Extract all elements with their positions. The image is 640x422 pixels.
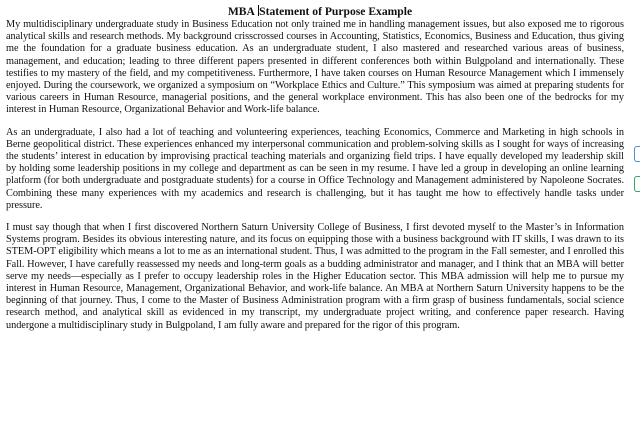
side-panel-edit-icon[interactable] bbox=[634, 176, 640, 192]
document-title bbox=[6, 5, 624, 18]
paragraph-2[interactable]: As an undergraduate, I also had a lot of teaching and volunteering experiences, teaching Economics, Commerce and Marketing in high schools in Berne geopolitical district. These experiences enhanced my interpersonal communication and problem-solving skills as I sought for ways of increasing the students’ interest in education by improvising practical teaching materials and organizing field trips. I have equally developed my leadership skill by holding some leadership positions in my college and department as can be seen in my resume. I have led a group in developing an online learning platform (for both undergraduate and postgraduate students) for a course in Office Technology and Management administered by Napoleone Socrates. Combining these many experiences with my academics and research is challenging, but it has taught me how to effectively handle tasks under pressure. bbox=[6, 126, 624, 211]
side-panel-tab-icon[interactable] bbox=[634, 146, 640, 162]
title-prefix: MBA bbox=[227, 5, 258, 18]
document-page[interactable] bbox=[6, 5, 624, 342]
title-main: Statement of Purpose Example bbox=[259, 5, 413, 18]
paragraph-1[interactable]: My multidisciplinary undergraduate study in Business Education not only trained me in handling management issues, but also exposed me to rigorous analytical skills and research methods. My background crisscrossed courses in Accounting, Statistics, Economics, Business and Education, thus giving me the foundation for a graduate business education. As an undergraduate student, I also mastered and researched various areas of business, management, and education; leading to three different papers presented in different conferences both within Bulgpoland and internationally. These testifies to my mastery of the field, and my competitiveness. Furthermore, I have taken courses on Human Resource Management which I immensely enjoyed. During the coursework, we organized a symposium on “Workplace Ethics and Culture.” This symposium was aimed at preparing students for various careers in Human Resource, managerial positions, and the general workplace environment. This has also been one of the bedrocks for my interest in Human Resource, Organizational Behavior and Work-life balance. bbox=[6, 19, 624, 116]
paragraph-3[interactable]: I must say though that when I first discovered Northern Saturn University College of Business, I first devoted myself to the Master’s in Information Systems program. Besides its obvious interesting nature, and its focus on equipping those with a business background with IT skills, I was drawn to its STEM-OPT eligibility which means a lot to me as an international student. Thus, I was admitted to the program in the Fall semester, and I enrolled this Fall. However, I have carefully reassessed my needs and long-term goals as a budding administrator and manager, and I think that an MBA will better serve my needs—especially as I prefer to occupy leadership roles in the Higher Education sector. This MBA admission will help me to pursue my interest in Human Resource, Management, Organizational Behavior, and work-life balance. An MBA at Northern Saturn University happens to be the beginning of that journey. Thus, I come to the Master of Business Administration program with a firm grasp of business fundamentals, social science research method, and analytical skill as evidenced in my transcript, my undergraduate project writing, and conference paper research. Having undergone a multidisciplinary study in Bulgpoland, I am fully aware and prepared for the rigor of this program. bbox=[6, 222, 624, 331]
